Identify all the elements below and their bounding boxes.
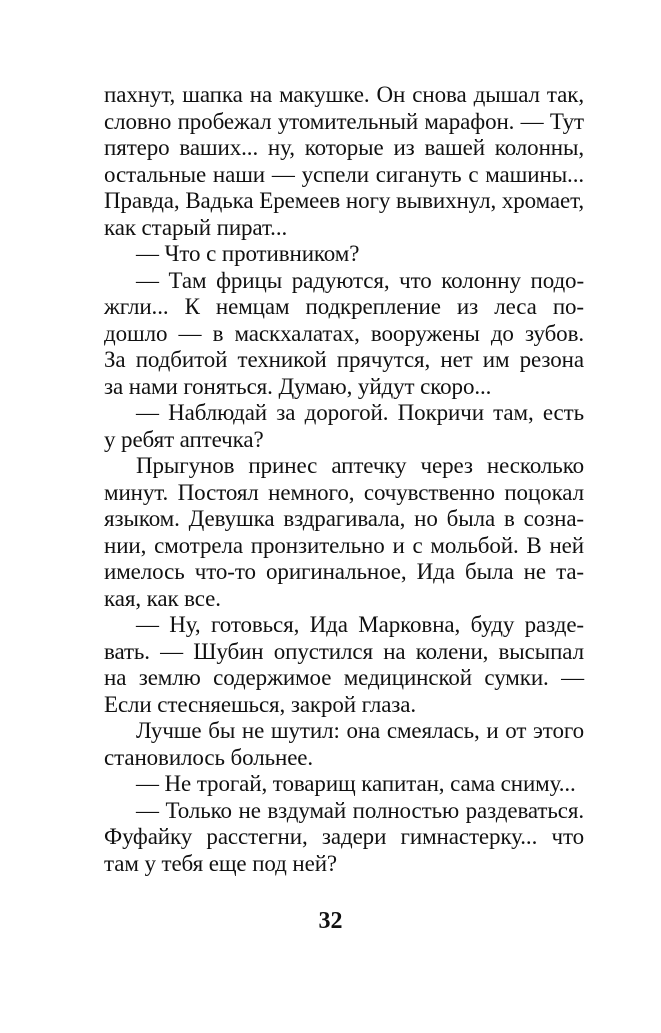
text-line: пятеро ваших... ну, которые из вашей колонны, bbox=[104, 135, 584, 160]
text-line: — Что с противником? bbox=[136, 241, 360, 266]
text-line: жгли... К немцам подкрепление из леса по- bbox=[104, 294, 584, 319]
text-line: за нами гоняться. Думаю, уйдут скоро... bbox=[104, 373, 492, 399]
page-number: 32 bbox=[318, 908, 343, 934]
text-line: становилось больнее. bbox=[104, 744, 314, 770]
text-line: у ребят аптечка? bbox=[104, 426, 264, 452]
text-line: языком. Девушка вздрагивала, но была в созна- bbox=[104, 506, 584, 531]
text-line: минут. Постоял немного, сочувственно поцокал bbox=[104, 479, 584, 505]
text-line: нии, смотрела пронзительно и с мольбой. В ней bbox=[104, 532, 584, 558]
text-line: словно пробежал утомительный марафон. — Тут bbox=[104, 108, 584, 134]
text-line: Правда, Вадька Еремеев ногу вывихнул, хромает, bbox=[104, 188, 584, 213]
text-line: Фуфайку расстегни, задери гимнастерку... что bbox=[104, 824, 584, 849]
text-line: остальные наши — успели сигануть с машины... bbox=[104, 161, 584, 187]
book-page-text bbox=[104, 82, 584, 877]
text-line: пахнут, шапка на макушке. Он снова дышал так, bbox=[104, 82, 584, 107]
text-line: За подбитой техникой прячутся, нет им резона bbox=[104, 347, 584, 372]
text-line: — Наблюдай за дорогой. Покричи там, есть bbox=[136, 400, 584, 425]
text-line: — Там фрицы радуются, что колонну подо- bbox=[136, 267, 584, 293]
text-line: там у тебя еще под ней? bbox=[104, 850, 338, 876]
text-line: — Только не вздумай полностью раздеваться. bbox=[136, 797, 584, 823]
text-line: Лучше бы не шутил: она смеялась, и от этого bbox=[136, 718, 584, 743]
text-line: — Не трогай, товарищ капитан, сама сниму... bbox=[136, 771, 576, 796]
text-line: дошло — в маскхалатах, вооружены до зубов. bbox=[104, 320, 584, 346]
text-line: — Ну, готовься, Ида Марковна, буду разде- bbox=[136, 612, 584, 637]
text-line: вать. — Шубин опустился на колени, высыпал bbox=[104, 638, 584, 664]
text-line: кая, как все. bbox=[104, 585, 221, 611]
text-line: Прыгунов принес аптечку через несколько bbox=[136, 453, 584, 478]
text-line: как старый пират... bbox=[104, 214, 288, 240]
text-line: на землю содержимое медицинской сумки. — bbox=[104, 665, 584, 690]
text-line: имелось что-то оригинальное, Ида была не та- bbox=[104, 559, 584, 584]
text-line: Если стесняешься, закрой глаза. bbox=[104, 691, 417, 717]
